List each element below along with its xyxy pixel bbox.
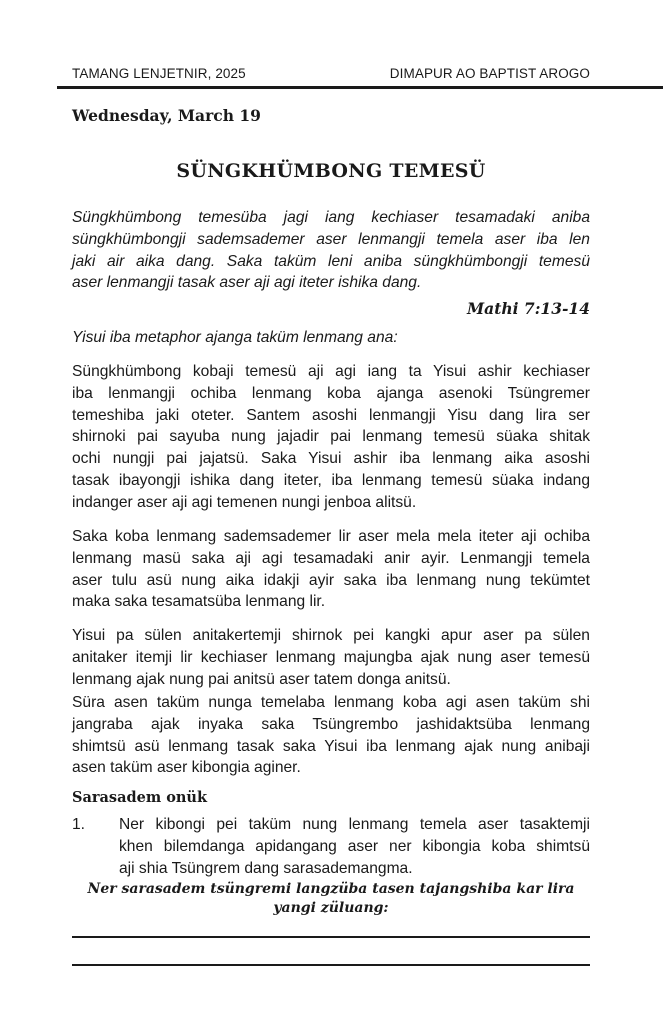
intro-passage — [72, 207, 590, 294]
header-right: DIMAPUR AO BAPTIST AROGO — [389, 66, 590, 81]
paragraph-line: temeshiba jaki oteter. Santem asoshi lenmangji Yisu dang lira ser — [72, 406, 590, 424]
prayer-line: Ner kibongi pei taküm nung lenmang temela aser tasaktemji — [119, 816, 590, 833]
paragraph-4 — [72, 692, 590, 779]
paragraph-line: asen taküm aser kibongia aginer. — [72, 759, 301, 777]
paragraph-line: iba lenmangji ochiba lenmang koba ajanga asenoki Tsüngremer — [72, 384, 590, 402]
running-header — [72, 66, 590, 81]
paragraph-line: Süngkhümbong kobaji temesü aji agi iang ta Yisui ashir kechiaser — [72, 363, 590, 380]
paragraph-line: ochi nungji pai jajatsü. Saka Yisui ashir iba lenmang aika asoshi — [72, 450, 590, 468]
paragraph-2 — [72, 526, 590, 613]
header-rule — [57, 86, 663, 89]
intro-line: Süngkhümbong temesüba jagi iang kechiaser tesamadaki aniba — [72, 209, 590, 226]
paragraph-line: shimtsü asü lenmang tasak saka Yisui iba lenmang ajak nung anibaji — [72, 737, 590, 755]
prayer-item — [119, 814, 590, 879]
devotion-title: SÜNGKHÜMBONG TEMESÜ — [176, 160, 486, 182]
lead-in — [72, 327, 590, 349]
closing-line: yangi züluang: — [273, 900, 389, 916]
header-left: TAMANG LENJETNIR, 2025 — [72, 66, 246, 81]
paragraph-line: lenmang ajak nung pai anitsü aser tatem donga anitsü. — [72, 670, 451, 688]
prayer-line: aji shia Tsüngrem dang sarasademangma. — [119, 859, 413, 877]
paragraph-line: aser tulu asü nung aika idakji ayir saka iba lenmang nung tekümtet — [72, 571, 590, 589]
paragraph-line: Süra asen taküm nunga temelaba lenmang koba agi asen taküm shi — [72, 694, 590, 711]
paragraph-line: jangraba ajak inyaka saka Tsüngrembo jashidaktsüba lenmang — [72, 715, 590, 733]
prayer-number: 1. — [72, 816, 86, 833]
lead-in-line: Yisui iba metaphor ajanga taküm lenmang ana: — [72, 329, 398, 346]
intro-line: süngkhümbongji sademsademer aser lenmangji temela aser iba len — [72, 230, 590, 248]
paragraph-3 — [72, 625, 590, 690]
paragraph-line: anitaker itemji lir kechiaser lenmang majungba ajak nung aser temesü — [72, 648, 590, 666]
paragraph-line: tasak ibayongji ishika dang iteter, iba lenmang temesü süaka indang — [72, 471, 590, 489]
prayer-line: khen bilemdanga apidangang aser ner kibongia koba shimtsü — [119, 837, 590, 855]
closing-instruction — [72, 880, 590, 918]
paragraph-line: shirnoki pai sayuba nung jajadir pai lenmang temesü süaka shitak — [72, 428, 590, 446]
paragraph-line: lenmang masü saka aji agi tesamadaki anir ayir. Lenmangji temela — [72, 549, 590, 567]
paragraph-line: Yisui pa sülen anitakertemji shirnok pei kangki apur aser pa sülen — [72, 627, 590, 644]
paragraph-line: maka saka tesamatsüba lenmang lir. — [72, 593, 326, 611]
paragraph-line: Saka koba lenmang sademsademer lir aser mela mela iteter aji ochiba — [72, 528, 590, 545]
writing-line-2[interactable] — [72, 964, 590, 966]
intro-line: jaki air aika dang. Saka taküm leni aniba süngkhümbongji temesü — [72, 252, 590, 270]
devotion-date: Wednesday, March 19 — [72, 106, 261, 125]
paragraph-1 — [72, 361, 590, 514]
scripture-reference: Mathi 7:13-14 — [467, 299, 590, 318]
intro-line: aser lenmangji tasak aser aji agi iteter ishika dang. — [72, 274, 422, 292]
paragraph-line: indanger aser aji agi temenen nungi jenboa alitsü. — [72, 493, 417, 511]
prayer-heading: Sarasadem onük — [72, 789, 208, 806]
writing-line-1[interactable] — [72, 936, 590, 938]
closing-line: Ner sarasadem tsüngremi langzüba tasen tajangshiba kar lira — [87, 881, 575, 897]
